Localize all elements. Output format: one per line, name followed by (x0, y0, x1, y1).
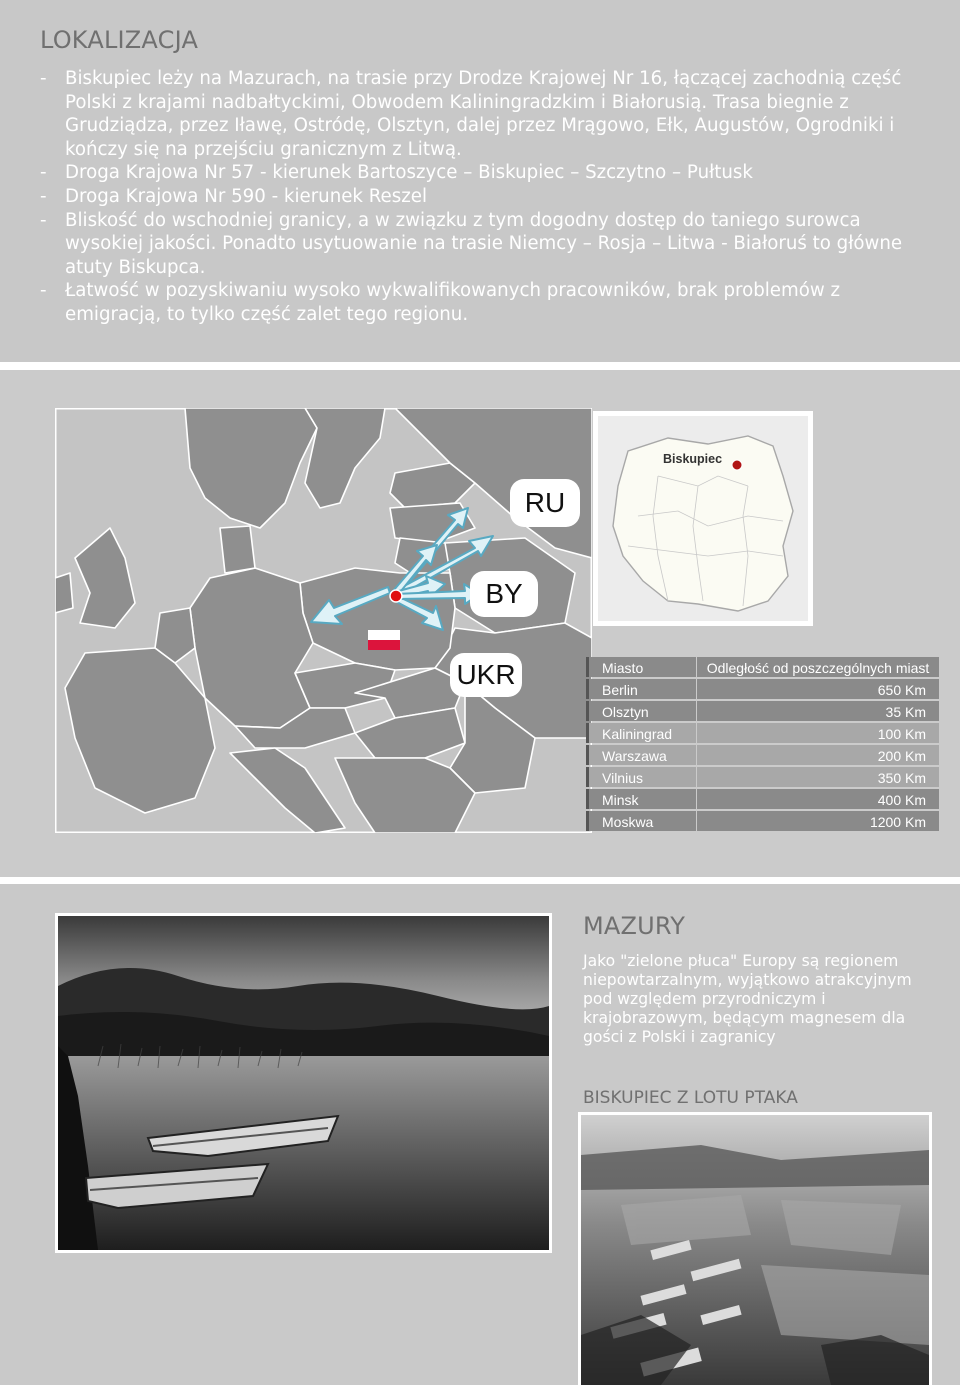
distance-cell: 35 Km (697, 701, 939, 721)
table-row (586, 701, 939, 723)
lokalizacja-title: LOKALIZACJA (40, 26, 199, 54)
mazury-title: MAZURY (583, 912, 686, 940)
bullet-item: - Droga Krajowa Nr 57 - kierunek Bartoszyce – Biskupiec – Szczytno – Pułtusk (38, 161, 918, 185)
bullet-item: - Łatwość w pozyskiwaniu wysoko wykwalifikowanych pracowników, brak problemów z emigracją, to tylko część zalet tego regionu. (38, 279, 918, 326)
table-header-row (586, 657, 939, 679)
header-distance: Odległość od poszczególnych miast (697, 657, 939, 677)
biskupiec-marker (390, 590, 402, 602)
table-row (586, 679, 939, 701)
city-cell: Olsztyn (586, 701, 696, 721)
bullet-item: - Biskupiec leży na Mazurach, na trasie przy Drodze Krajowej Nr 16, łączącej zachodnią część Polski z krajami nadbałtyckimi, Obwodem Kaliningradzkim i Białorusią. Trasa biegnie z Grudziądza, przez Iławę, Ostródę, Olsztyn, dalej przez Mrągowo, Ełk, Augustów, Ogrodniki i kończy się na przejściu granicznym z Litwą. (38, 67, 918, 161)
aerial-title: BISKUPIEC Z LOTU PTAKA (583, 1088, 798, 1108)
poland-map-frame (593, 411, 813, 626)
table-row (586, 723, 939, 745)
distance-cell: 400 Km (697, 789, 939, 809)
distance-cell: 650 Km (697, 679, 939, 699)
bullet-item: - Droga Krajowa Nr 590 - kierunek Reszel (38, 185, 918, 209)
city-cell: Moskwa (586, 811, 696, 831)
biskupiec-map-label: Biskupiec (663, 452, 723, 466)
bullet-item: - Bliskość do wschodniej granicy, a w związku z tym dogodny dostęp do taniego surowca wysokiej jakości. Ponadto usytuowanie na trasie Niemcy – Rosja – Litwa - Białoruś to główne atuty Biskupca. (38, 209, 918, 280)
aerial-photo (581, 1115, 929, 1385)
lokalizacja-panel (0, 0, 960, 362)
city-cell: Berlin (586, 679, 696, 699)
table-row (586, 811, 939, 833)
aerial-photo-frame (578, 1112, 932, 1385)
city-cell: Warszawa (586, 745, 696, 765)
europe-map (55, 408, 592, 833)
lake-photo-frame (55, 913, 552, 1253)
distance-cell: 200 Km (697, 745, 939, 765)
mazury-description: Jako "zielone płuca" Europy są regionem niepowtarzalnym, wyjątkowo atrakcyjnym pod względem przyrodniczym i krajobrazowym, będącym magnesem dla gości z Polski i zagranicy (583, 952, 912, 1046)
table-row (586, 767, 939, 789)
city-cell: Kaliningrad (586, 723, 696, 743)
lokalizacja-bullets (38, 67, 918, 327)
poland-flag-icon (368, 630, 400, 650)
poland-map (598, 416, 808, 621)
distance-cell: 350 Km (697, 767, 939, 787)
label-belarus: BY (470, 571, 538, 617)
biskupiec-dot (732, 460, 742, 470)
distance-cell: 1200 Km (697, 811, 939, 831)
label-russia: RU (510, 479, 580, 527)
city-cell: Vilnius (586, 767, 696, 787)
table-row (586, 789, 939, 811)
table-row (586, 745, 939, 767)
lake-photo (58, 916, 549, 1250)
city-cell: Minsk (586, 789, 696, 809)
label-ukraine: UKR (450, 653, 522, 697)
header-city: Miasto (586, 657, 696, 677)
distance-cell: 100 Km (697, 723, 939, 743)
distance-table (586, 657, 939, 833)
